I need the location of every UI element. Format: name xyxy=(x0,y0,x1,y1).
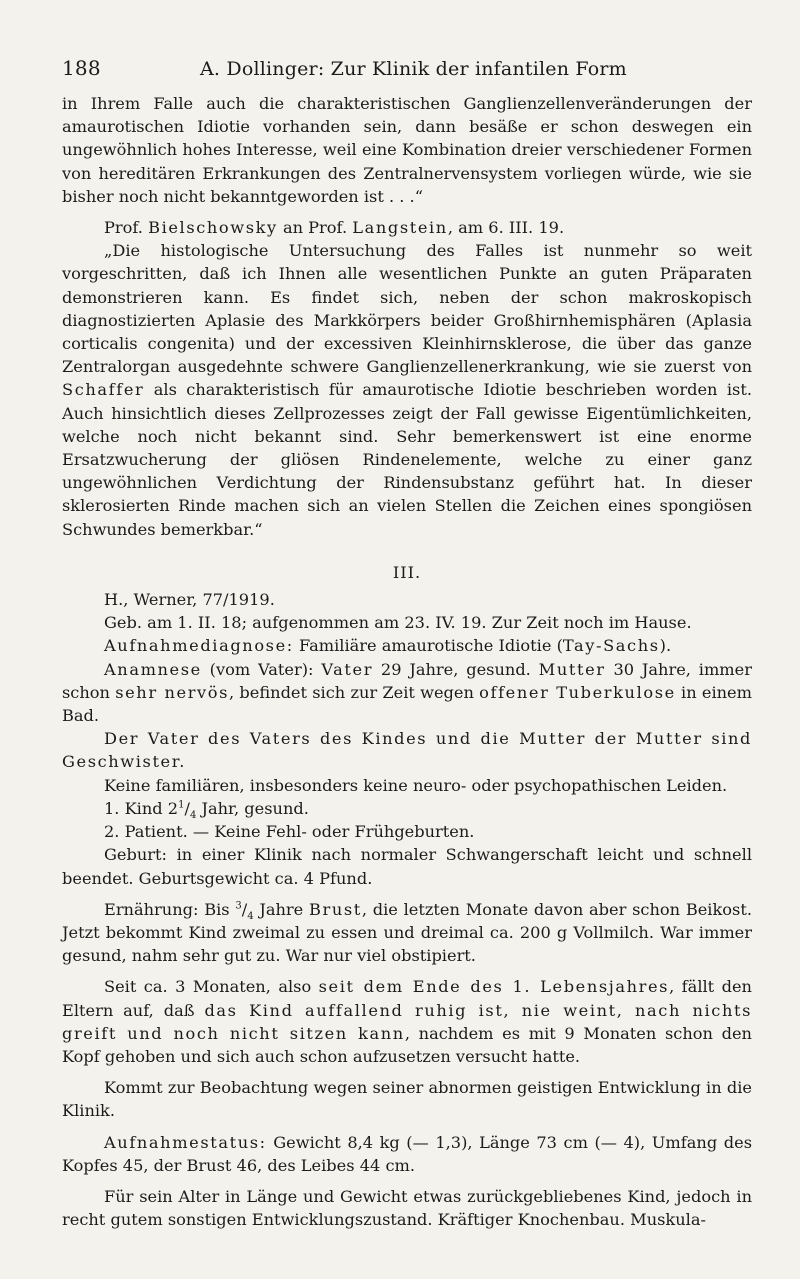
breast-word: Brust xyxy=(308,899,362,919)
observation-paragraph: Kommt zur Beobachtung wegen seiner abnormen geistigen Entwicklung in die Klinik. xyxy=(62,1078,752,1121)
anamnesis-label: Anamnese xyxy=(104,659,202,679)
fraction-numerator: 1 xyxy=(178,799,185,811)
patient-line: 2. Patient. — Keine Fehl- oder Frühgeburten. xyxy=(104,822,475,842)
page-number: 188 xyxy=(62,56,101,80)
final-paragraph: Für sein Alter in Länge und Gewicht etwas zurückgebliebenes Kind, jedoch in recht gutem sonstigen Entwicklungszustand. Kräftiger Knochenbau. Muskula- xyxy=(62,1186,752,1230)
anamnesis-c: 30 Jahre, immer schon xyxy=(62,659,752,702)
birth-paragraph: Geburt: in einer Klinik nach normaler Schwangerschaft leicht und schnell beendet. Geburtsgewicht ca. 4 Pfund. xyxy=(62,845,752,888)
body-text xyxy=(62,92,752,1231)
section-heading: III. xyxy=(392,562,422,582)
nutrition-a: Ernährung: Bis xyxy=(104,899,236,919)
birth-admission: Geb. am 1. II. 18; aufgenommen am 23. IV. 19. Zur Zeit noch im Hause. xyxy=(104,613,692,633)
fraction-denominator: 4 xyxy=(189,810,197,822)
anamnesis-b: 29 Jahre, gesund. xyxy=(373,659,539,679)
no-family-disease: Keine familiären, insbesonders keine neuro- oder psychopathischen Leiden. xyxy=(104,775,728,795)
fraction-numerator: 3 xyxy=(235,900,242,912)
since-b: , fällt den Eltern auf, daß xyxy=(62,977,752,1020)
quote-name: Schaffer xyxy=(62,380,145,400)
letter-heading xyxy=(62,216,752,239)
anamnesis-d: , befindet sich zur Zeit wegen xyxy=(229,682,480,702)
paragraph-continuation: in Ihrem Falle auch die charakteristischen Ganglienzellenveränderungen der amaurotischen Idiotie vorhanden sein, dann besäße er schon deswegen ein ungewöhnlich hohes Interesse, weil eine Kombination dreier verschiedener Formen von hereditären Erkrankungen des Zentralnervensystem vorliegen würde, wie sie bisher noch nicht bekanntgeworden ist . . .“ xyxy=(62,94,752,206)
nutrition-b: Jahre xyxy=(253,899,309,919)
letter-prefix: Prof. xyxy=(104,218,143,238)
child-one-b: Jahr, gesund. xyxy=(196,798,309,818)
mother-label: Mutter xyxy=(538,659,606,679)
since-c: , nachdem es mit 9 Monaten schon den Kopf gehoben und sich auch schon aufzusetzen versucht hatte. xyxy=(62,1023,752,1066)
fraction-denominator: 4 xyxy=(247,910,254,922)
very-nervous: sehr nervös xyxy=(115,682,230,702)
page-header xyxy=(62,56,752,80)
nutrition-paragraph: Ernährung: Bis $^3/_4$ Jahre Brust, die letzten Monate davon aber schon Beikost. Jetzt bekommt Kind zweimal zu essen und dreimal ca. 200 g Vollmilch. War immer gesund, nahm sehr gut zu. War nur viel obstipiert. xyxy=(62,899,752,966)
siblings-note: Der Vater des Vaters des Kindes und die Mutter der Mutter sind Geschwister. xyxy=(62,729,752,772)
since-spaced-2: das Kind auffallend ruhig ist, nie weint, nach nichts greift und noch nicht sitzen kann xyxy=(62,1000,752,1043)
anamnesis-a: (vom Vater): xyxy=(201,659,322,679)
quote-part-b: als charakteristisch für amaurotische Idiotie beschrieben worden ist. Auch hinsichtlich dieses Zellprozesses zeigt der Fall gewisse Eigentümlichkeiten, welche noch nicht bekannt sind. Sehr bemerkenswert ist eine enorme Ersatzwucherung der gliösen Rindenelemente, welche zu einer ganz ungewöhnlichen Verdichtung der Rindensubstanz geführt hat. In dieser sklerosierten Rinde machen sich an vielen Stellen die Zeichen eines spongiösen Schwundes bemerkbar.“ xyxy=(62,380,752,539)
since-spaced-1: seit dem Ende des 1. Lebensjahres xyxy=(318,977,670,997)
father-label: Vater xyxy=(321,659,374,679)
anamnesis-e: in einem Bad. xyxy=(62,682,752,726)
nutrition-c: , die letzten Monate davon aber schon Beikost. Jetzt bekommt Kind zweimal zu essen und dreimal ca. 200 g Vollmilch. War immer gesund, nahm sehr gut zu. War nur viel obstipiert. xyxy=(62,899,752,966)
letter-from: Bielschowsky xyxy=(148,218,278,238)
letter-suffix: , am 6. III. 19. xyxy=(447,218,565,238)
since-a: Seit ca. 3 Monaten, also xyxy=(104,977,319,997)
paragraph-letter-quote xyxy=(62,239,752,541)
child-one: 1. Kind $2^1/_4$ Jahr, gesund. xyxy=(104,798,309,822)
diagnosis-end: ). xyxy=(659,636,672,656)
admission-status xyxy=(62,1131,752,1177)
running-head: A. Dollinger: Zur Klinik der infantilen Form xyxy=(200,58,627,80)
letter-to: Langstein xyxy=(352,218,448,238)
admission-diagnosis xyxy=(62,634,752,657)
since-paragraph xyxy=(62,975,752,1068)
status-label: Aufnahmestatus: xyxy=(104,1132,267,1152)
open-tuberculosis: offener Tuberkulose xyxy=(479,682,676,702)
diagnosis-name: Tay-Sachs xyxy=(562,636,660,656)
letter-middle: an Prof. xyxy=(277,218,353,238)
case-id: H., Werner, 77/1919. xyxy=(104,590,275,610)
child-one-a: 1. Kind 2 xyxy=(104,798,179,818)
diagnosis-text: Familiäre amaurotische Idiotie ( xyxy=(293,636,563,656)
status-text: Gewicht 8,4 kg (— 1,3), Länge 73 cm (— 4), Umfang des Kopfes 45, der Brust 46, des Leibes 44 cm. xyxy=(62,1132,752,1175)
quote-part-a: „Die histologische Untersuchung des Falles ist nunmehr so weit vorgeschritten, daß ich Ihnen alle wesentlichen Punkte an guten Präparaten demonstrieren kann. Es findet sich, neben der schon makroskopisch diagnostizierten Aplasie des Markkörpers beider Großhirnhemisphären (Aplasia corticalis congenita) und der excessiven Kleinhirnsklerose, die über das ganze Zentralorgan ausgedehnte schwere Ganglienzellenerkrankung, wie sie zuerst von xyxy=(62,241,752,377)
anamnesis xyxy=(62,658,752,728)
diagnosis-label: Aufnahmediagnose: xyxy=(104,636,294,656)
